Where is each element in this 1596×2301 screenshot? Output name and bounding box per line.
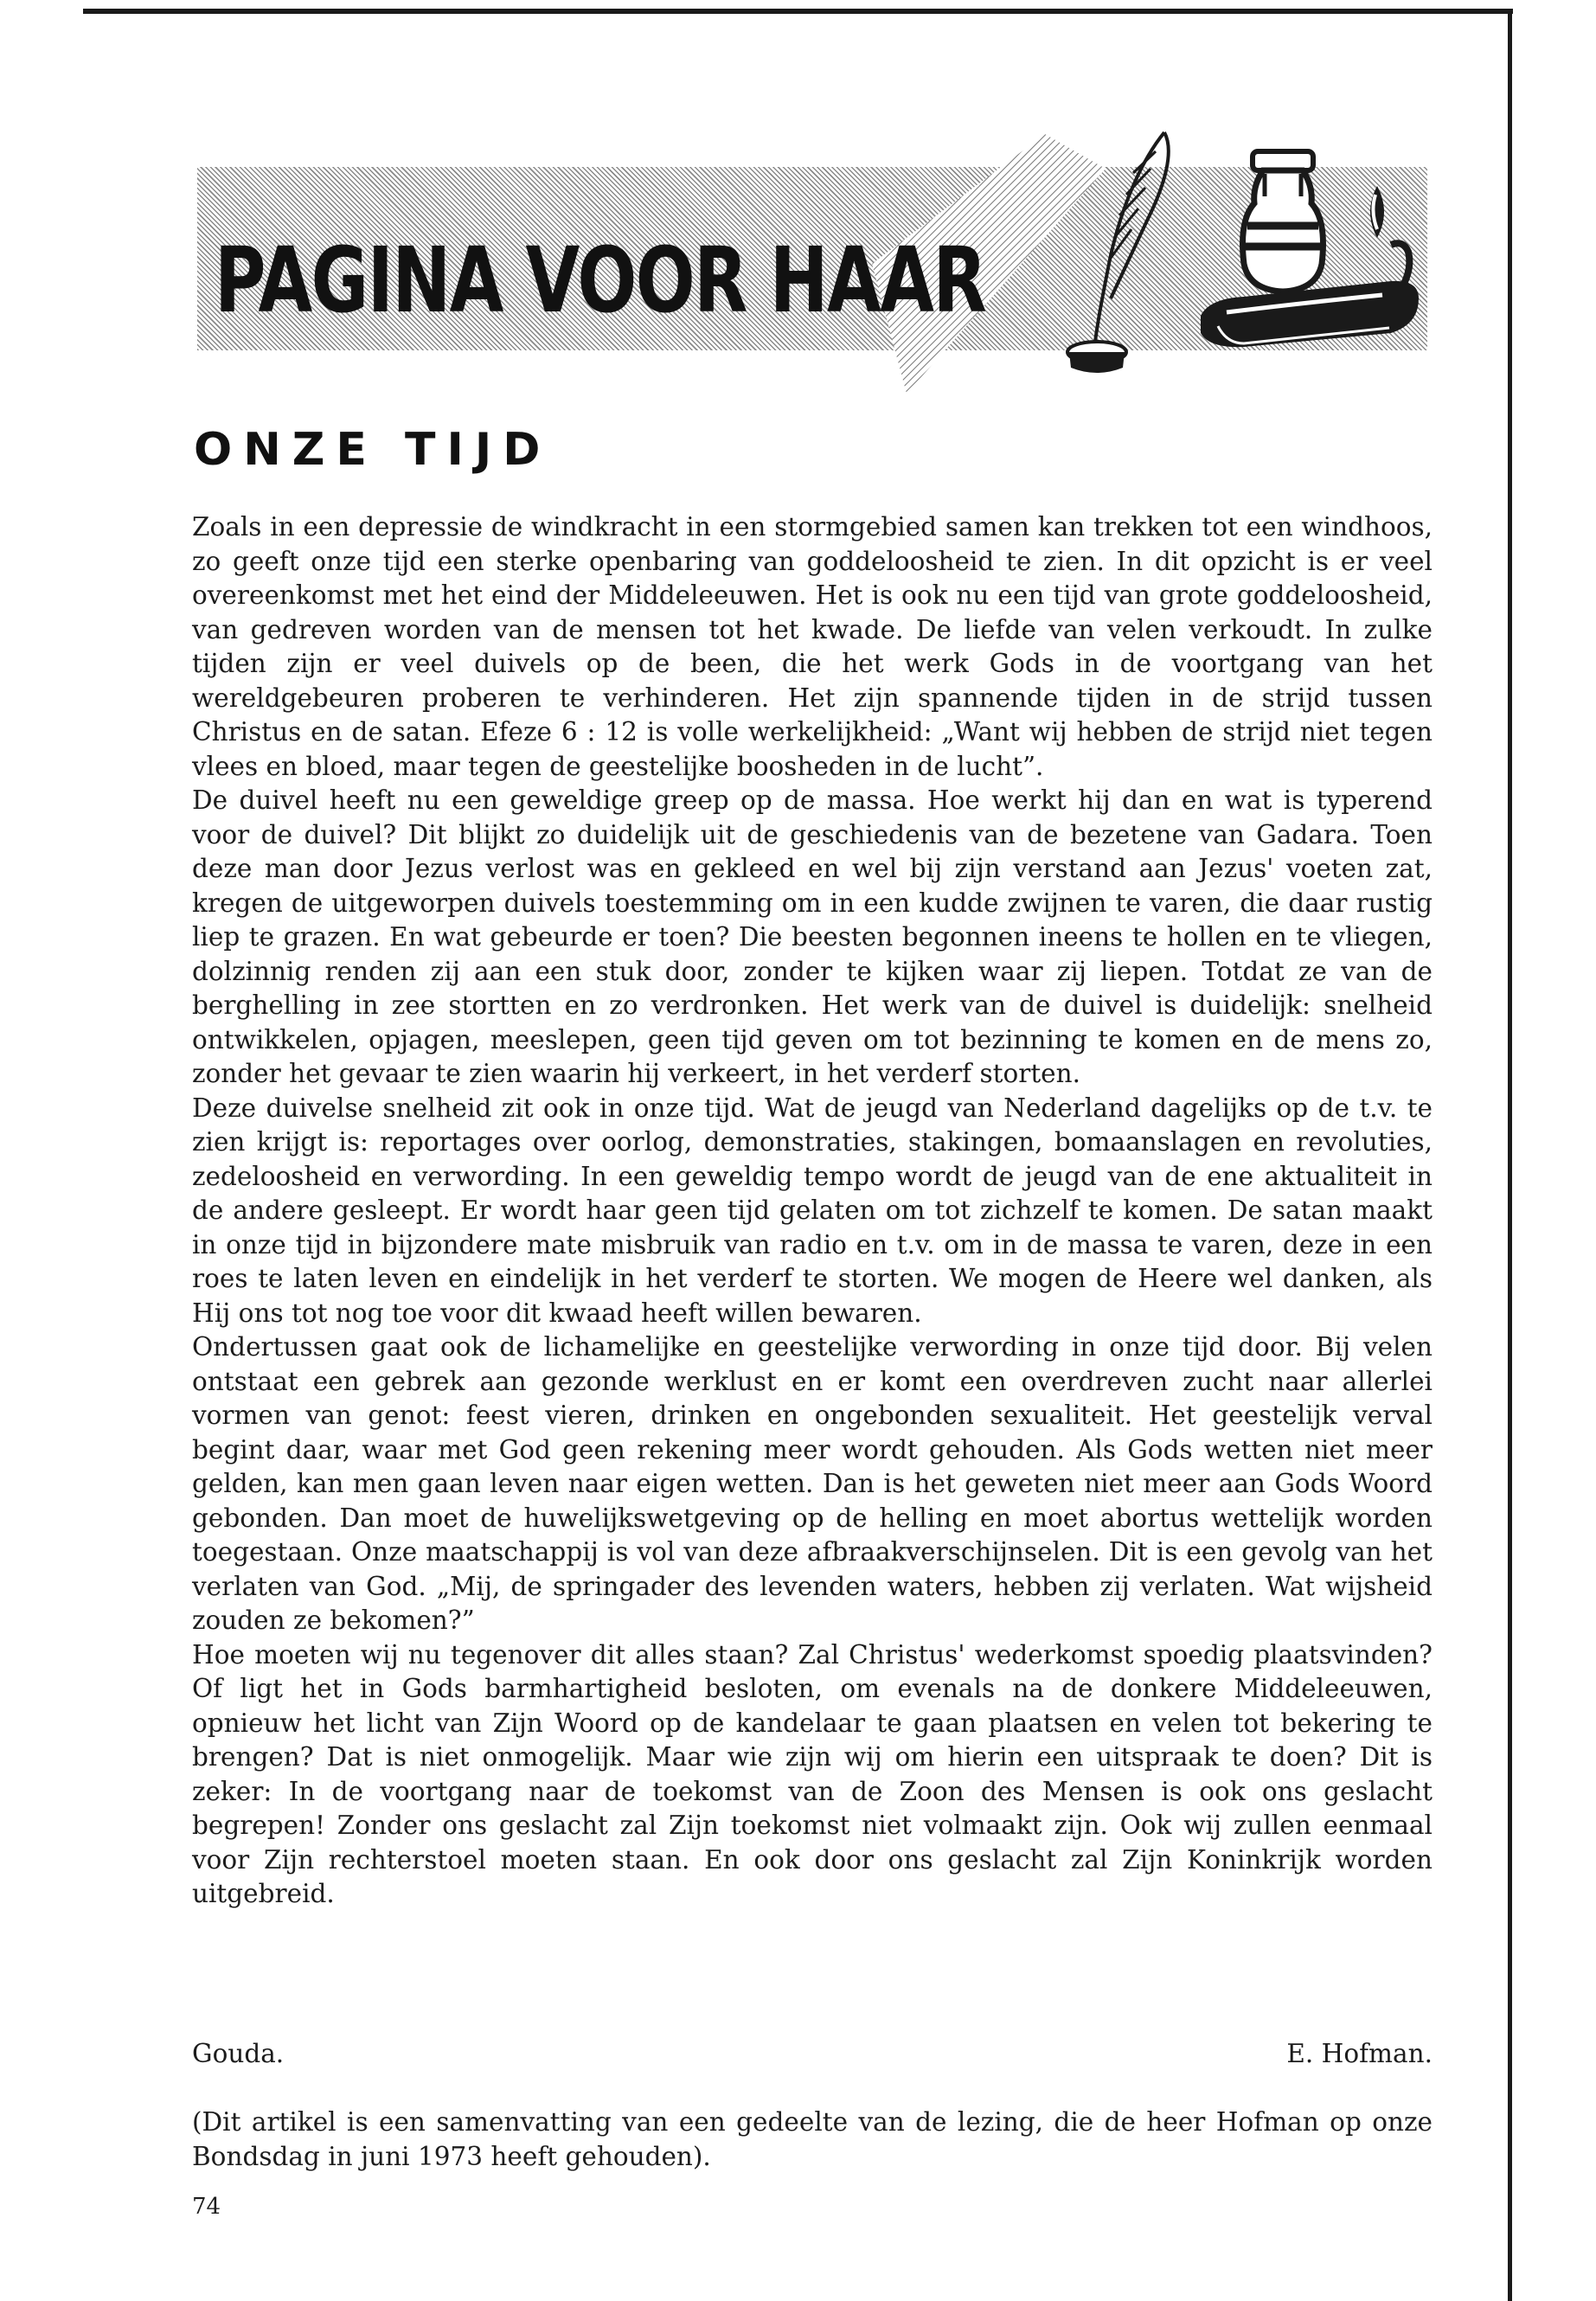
article-body <box>192 510 1433 1912</box>
banner-title: PAGINA VOOR HAAR <box>215 228 986 333</box>
article-paragraph-3: Deze duivelse snelheid zit ook in onze tijd. Wat de jeugd van Nederland dagelijks op de t.v. te zien krijgt is: reportages over oorlog, demonstraties, stakingen, bomaanslagen en revoluties, zedeloosheid en verwording. In een geweldig tempo wordt de jeugd van de ene aktualiteit in de andere gesleept. Er wordt haar geen tijd gelaten om tot zichzelf te komen. De satan maakt in onze tijd in bijzondere mate misbruik van radio en t.v. om in de massa te varen, deze in een roes te laten leven en eindelijk in het verderf te storten. We mogen de Heere wel danken, als Hij ons tot nog toe voor dit kwaad heeft willen bewaren. <box>192 1093 1433 1328</box>
article-paragraph-1: Zoals in een depressie de windkracht in een stormgebied samen kan trekken tot een windhoos, zo geeft onze tijd een sterke openbaring van goddeloosheid te zien. In dit opzicht is er veel overeenkomst met het eind der Middeleeuwen. Het is ook nu een tijd van grote goddeloosheid, van gedreven worden van de mensen tot het kwade. De liefde van velen verkoudt. In zulke tijden zijn er veel duivels op de been, die het werk Gods in de voortgang van het wereldgebeuren proberen te verhinderen. Het zijn spannende tijden in de strijd tussen Christus en de satan. Efeze 6 : 12 is volle werkelijkheid: „Want wij hebben de strijd niet tegen vlees en bloed, maar tegen de geestelijke boosheden in de lucht”. <box>192 512 1433 781</box>
signature-row <box>192 2036 1433 2071</box>
article-paragraph-4: Ondertussen gaat ook de lichamelijke en geestelijke verwording in onze tijd door. Bij velen ontstaat een gebrek aan gezonde werklust en er komt een overdreven zucht naar allerlei vormen van genot: feest vieren, drinken en ongebonden sexualiteit. Het geestelijk verval begint daar, waar met God geen rekening meer wordt gehouden. Als Gods wetten niet meer gelden, kan men gaan leven naar eigen wetten. Dan is het geweten niet meer aan Gods Woord gebonden. Dan moet de huwelijkswetgeving op de helling en moet abortus wettelijk worden toegestaan. Onze maatschappij is vol van deze afbraakverschijnselen. Dit is een gevolg van het verlaten van God. „Mij, de springader des levenden waters, hebben zij verlaten. Wat wijsheid zouden ze bekomen?” <box>192 1332 1433 1635</box>
section-banner <box>197 125 1427 394</box>
article-paragraph-5: Hoe moeten wij nu tegenover dit alles staan? Zal Christus' wederkomst spoedig plaatsvinden? Of ligt het in Gods barmhartigheid besloten, om evenals na de donkere Middeleeuwen, opnieuw het licht van Zijn Woord op de kandelaar te gaan plaatsen en velen tot bekering te brengen? Dat is niet onmogelijk. Maar wie zijn wij om hierin een uitspraak te doen? Dit is zeker: In de voortgang naar de toekomst van de Zoon des Mensen is ook ons geslacht begrepen! Zonder ons geslacht zal Zijn toekomst niet volmaakt zijn. Ook wij zullen eenmaal voor Zijn rechterstoel moeten staan. En ook door ons geslacht zal Zijn Koninkrijk worden uitgebreid. <box>192 1639 1433 1908</box>
article-footnote: (Dit artikel is een samenvatting van een gedeelte van de lezing, die de heer Hofman op onze Bondsdag in juni 1973 heeft gehouden). <box>192 2107 1433 2171</box>
oil-lamp-vase-icon <box>1192 143 1426 376</box>
article-title: ONZE TIJD <box>194 424 552 476</box>
quill-inkwell-icon <box>1062 125 1183 376</box>
right-border-rule <box>1508 9 1512 2301</box>
signature-place: Gouda. <box>192 2039 285 2068</box>
signature-author: E. Hofman. <box>1286 2039 1433 2068</box>
article-paragraph-2: De duivel heeft nu een geweldige greep op de massa. Hoe werkt hij dan en wat is typerend voor de duivel? Dit blijkt zo duidelijk uit de geschiedenis van de bezetene van Gadara. Toen deze man door Jezus verlost was en gekleed en wel bij zijn verstand aan Jezus' voeten zat, kregen de uitgeworpen duivels toestemming om in een kudde zwijnen te varen, die daar rustig liep te grazen. En wat gebeurde er toen? Die beesten begonnen ineens te hollen en te vliegen, dolzinnig renden zij aan een stuk door, zonder te kijken waar zij liepen. Totdat ze van de berghelling in zee stortten en zo verdronken. Het werk van de duivel is duidelijk: snelheid ontwikkelen, opjagen, meeslepen, geen tijd geven om tot bezinning te komen en de mens zo, zonder het gevaar te zien waarin hij verkeert, in het verderf storten. <box>192 785 1433 1088</box>
page-number: 74 <box>192 2194 221 2220</box>
top-border-rule <box>83 9 1513 14</box>
